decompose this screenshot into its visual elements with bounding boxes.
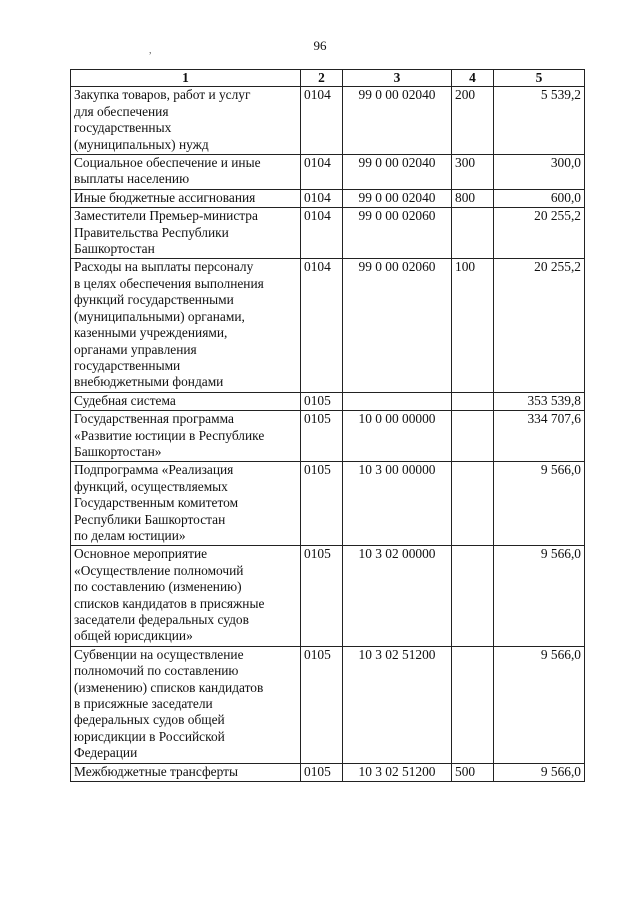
row-section-code: 0105	[301, 411, 343, 462]
row-amount: 600,0	[494, 189, 585, 207]
row-section-code: 0104	[301, 155, 343, 190]
row-name: Расходы на выплаты персоналу в целях обеспечения выполнения функций государственными (муниципальными) органами, казенными учреждениями, органами управления государственными внебюджетными фондами	[71, 259, 301, 392]
table-row	[71, 462, 585, 546]
row-name: Закупка товаров, работ и услуг для обеспечения государственных (муниципальных) нужд	[71, 87, 301, 155]
table-row	[71, 646, 585, 763]
row-amount: 353 539,8	[494, 392, 585, 410]
row-target-code: 10 3 00 00000	[343, 462, 452, 546]
row-name: Основное мероприятие «Осуществление полномочий по составлению (изменению) списков кандидатов в присяжные заседатели федеральных судов общей юрисдикции»	[71, 546, 301, 646]
scan-mark: ,	[149, 45, 152, 56]
row-amount: 20 255,2	[494, 208, 585, 259]
table-row	[71, 411, 585, 462]
row-amount: 334 707,6	[494, 411, 585, 462]
row-expense-type: 100	[452, 259, 494, 392]
row-amount: 9 566,0	[494, 546, 585, 646]
header-col-4: 4	[452, 70, 494, 87]
row-section-code: 0105	[301, 546, 343, 646]
header-col-3: 3	[343, 70, 452, 87]
row-section-code: 0104	[301, 259, 343, 392]
table-row	[71, 155, 585, 190]
header-col-5: 5	[494, 70, 585, 87]
row-target-code	[343, 392, 452, 410]
row-name: Иные бюджетные ассигнования	[71, 189, 301, 207]
row-expense-type: 300	[452, 155, 494, 190]
row-section-code: 0104	[301, 87, 343, 155]
row-expense-type	[452, 392, 494, 410]
row-section-code: 0104	[301, 189, 343, 207]
table-row	[71, 208, 585, 259]
row-amount: 300,0	[494, 155, 585, 190]
row-section-code: 0105	[301, 462, 343, 546]
row-target-code: 99 0 00 02060	[343, 259, 452, 392]
row-section-code: 0105	[301, 392, 343, 410]
row-expense-type: 500	[452, 763, 494, 781]
row-target-code: 10 3 02 51200	[343, 763, 452, 781]
row-name: Субвенции на осуществление полномочий по составлению (изменению) списков кандидатов в присяжные заседатели федеральных судов общей юрисдикции в Российской Федерации	[71, 646, 301, 763]
row-amount: 9 566,0	[494, 462, 585, 546]
row-name: Межбюджетные трансферты	[71, 763, 301, 781]
table-row	[71, 392, 585, 410]
row-section-code: 0105	[301, 646, 343, 763]
table-row	[71, 259, 585, 392]
row-expense-type	[452, 646, 494, 763]
row-target-code: 10 0 00 00000	[343, 411, 452, 462]
row-target-code: 99 0 00 02040	[343, 189, 452, 207]
row-section-code: 0105	[301, 763, 343, 781]
row-target-code: 10 3 02 00000	[343, 546, 452, 646]
table-row	[71, 546, 585, 646]
page-number: 96	[313, 38, 327, 53]
row-amount: 5 539,2	[494, 87, 585, 155]
table-row	[71, 87, 585, 155]
row-name: Государственная программа «Развитие юстиции в Республике Башкортостан»	[71, 411, 301, 462]
row-amount: 9 566,0	[494, 763, 585, 781]
row-target-code: 99 0 00 02040	[343, 155, 452, 190]
row-name: Подпрограмма «Реализация функций, осуществляемых Государственным комитетом Республики Башкортостан по делам юстиции»	[71, 462, 301, 546]
header-col-1: 1	[71, 70, 301, 87]
table-header-row	[71, 70, 585, 87]
header-col-2: 2	[301, 70, 343, 87]
budget-table	[70, 69, 585, 782]
table-row	[71, 189, 585, 207]
row-expense-type: 800	[452, 189, 494, 207]
row-expense-type	[452, 411, 494, 462]
row-expense-type	[452, 546, 494, 646]
row-target-code: 99 0 00 02040	[343, 87, 452, 155]
row-name: Заместители Премьер-министра Правительства Республики Башкортостан	[71, 208, 301, 259]
row-expense-type	[452, 208, 494, 259]
row-expense-type	[452, 462, 494, 546]
row-amount: 9 566,0	[494, 646, 585, 763]
row-target-code: 99 0 00 02060	[343, 208, 452, 259]
row-amount: 20 255,2	[494, 259, 585, 392]
row-expense-type: 200	[452, 87, 494, 155]
row-section-code: 0104	[301, 208, 343, 259]
row-target-code: 10 3 02 51200	[343, 646, 452, 763]
table-row	[71, 763, 585, 781]
row-name: Социальное обеспечение и иные выплаты населению	[71, 155, 301, 190]
row-name: Судебная система	[71, 392, 301, 410]
